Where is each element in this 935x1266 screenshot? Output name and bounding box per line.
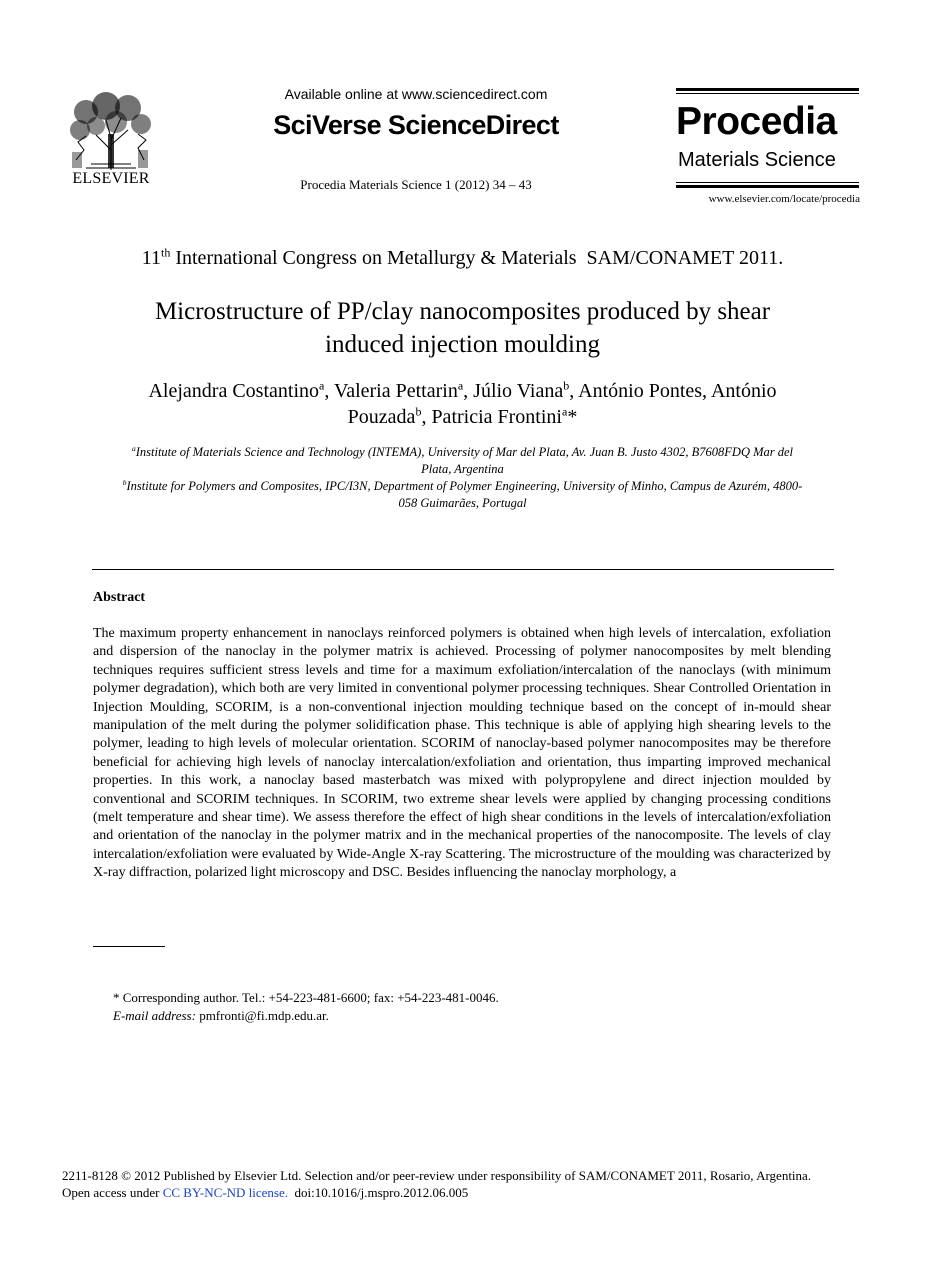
affiliation-a: $^a$Institute of Materials Science and Technology (INTEMA), University of Mar del Plata, Av. Juan B. Justo 4302, B7608FDQ Mar del Plata, Argentina bbox=[131, 443, 794, 476]
section-divider bbox=[92, 569, 834, 570]
procedia-logo bbox=[676, 88, 860, 210]
paper-title-line-2: induced injection moulding bbox=[325, 331, 600, 358]
abstract-heading: Abstract bbox=[93, 590, 146, 605]
elsevier-tree-icon bbox=[66, 90, 156, 172]
open-access-line: Open access under CC BY-NC-ND license. doi:10.1016/j.mspro.2012.06.005 bbox=[62, 1185, 469, 1200]
journal-reference: Procedia Materials Science 1 (2012) 34 – 43 bbox=[300, 177, 532, 192]
abstract-body: The maximum property enhancement in nanoclays reinforced polymers is obtained when high levels of intercalation, exfoliation and dispersion of the nanoclay in the polymer matrix is achieved. Processing of polymer nanocomposites by melt blending techniques requires sufficient stress levels and time for a maximum exfoliation/intercalation of the nanoclays (with minimum polymer degradation), which both are very limited in conventional polymer processing techniques. Shear Controlled Orientation in Injection Moulding, SCORIM, is a non-conventional injection moulding technique based on the concept of in-mould shear manipulation of the melt during the polymer solidification phase. This technique is able of applying high shearing levels to the polymer, leading to high levels of molecular orientation. SCORIM of nanoclay-based polymer nanocomposites may be therefore beneficial for achieving high levels of nanoclay intercalation/exfoliation and orientation, thus imparting improved mechanical properties. In this work, a nanoclay based masterbatch was mixed with polypropylene and direct injection moulded by conventional and SCORIM techniques. In SCORIM, two extreme shear levels were applied by changing processing conditions (melt temperature and shear time). We assess therefore the effect of high shear conditions in the levels of intercalation/exfoliation and orientation of the nanoclay in the polymer matrix and in the mechanical properties of the nanocomposite. The levels of clay intercalation/exfoliation were evaluated by Wide-Angle X-ray Scattering. The microstructure of the moulding was characterized by X-ray diffraction, polarized light microscopy and DSC. Besides influencing the nanoclay morphology, a bbox=[93, 626, 831, 881]
congress-name: 11th International Congress on Metallurgy & Materials SAM/CONAMET 2011. bbox=[141, 245, 784, 269]
elsevier-logo bbox=[64, 90, 158, 190]
author-list bbox=[90, 378, 835, 430]
author-line-1: Alejandra Costantino$^a$, Valeria Pettarin$^a$, Júlio Viana$^b$, António Pontes, António bbox=[148, 378, 777, 402]
available-online-text: Available online at www.sciencedirect.com bbox=[284, 86, 548, 102]
procedia-bottom-rule bbox=[676, 185, 859, 188]
paper-title-line-1: Microstructure of PP/clay nanocomposites produced by shear bbox=[154, 298, 771, 325]
license-link[interactable]: CC BY-NC-ND license. bbox=[162, 1185, 289, 1200]
procedia-subtitle: Materials Science bbox=[678, 149, 836, 171]
footnote-rule bbox=[93, 946, 165, 947]
procedia-bottom-rule-thin bbox=[676, 182, 859, 183]
sciverse-sciencedirect-logo: SciVerse ScienceDirect bbox=[273, 110, 559, 140]
affiliation-b: $^b$Institute for Polymers and Composites, IPC/I3N, Department of Polymer Engineering, University of Minho, Campus de Azurém, 4800- 058 Guimarães, Portugal bbox=[122, 477, 803, 510]
journal-url: www.elsevier.com/locate/procedia bbox=[708, 193, 860, 205]
author-line-2: Pouzada$^b$, Patricia Frontini$^a$* bbox=[347, 404, 578, 428]
copyright-notice: 2211-8128 © 2012 Published by Elsevier Ltd. Selection and/or peer-review under responsibility of SAM/CONAMET 2011, Rosario, Argentina. bbox=[62, 1168, 812, 1183]
paper-title bbox=[80, 295, 845, 361]
elsevier-wordmark: ELSEVIER bbox=[72, 170, 150, 187]
procedia-top-rule-thin bbox=[676, 93, 859, 94]
corresponding-author-note: * Corresponding author. Tel.: +54-223-481-6600; fax: +54-223-481-0046. bbox=[113, 990, 499, 1005]
procedia-title: Procedia bbox=[676, 100, 837, 143]
procedia-top-rule bbox=[676, 88, 859, 91]
email-address-note: E-mail address: pmfronti@fi.mdp.edu.ar. bbox=[113, 1008, 329, 1023]
